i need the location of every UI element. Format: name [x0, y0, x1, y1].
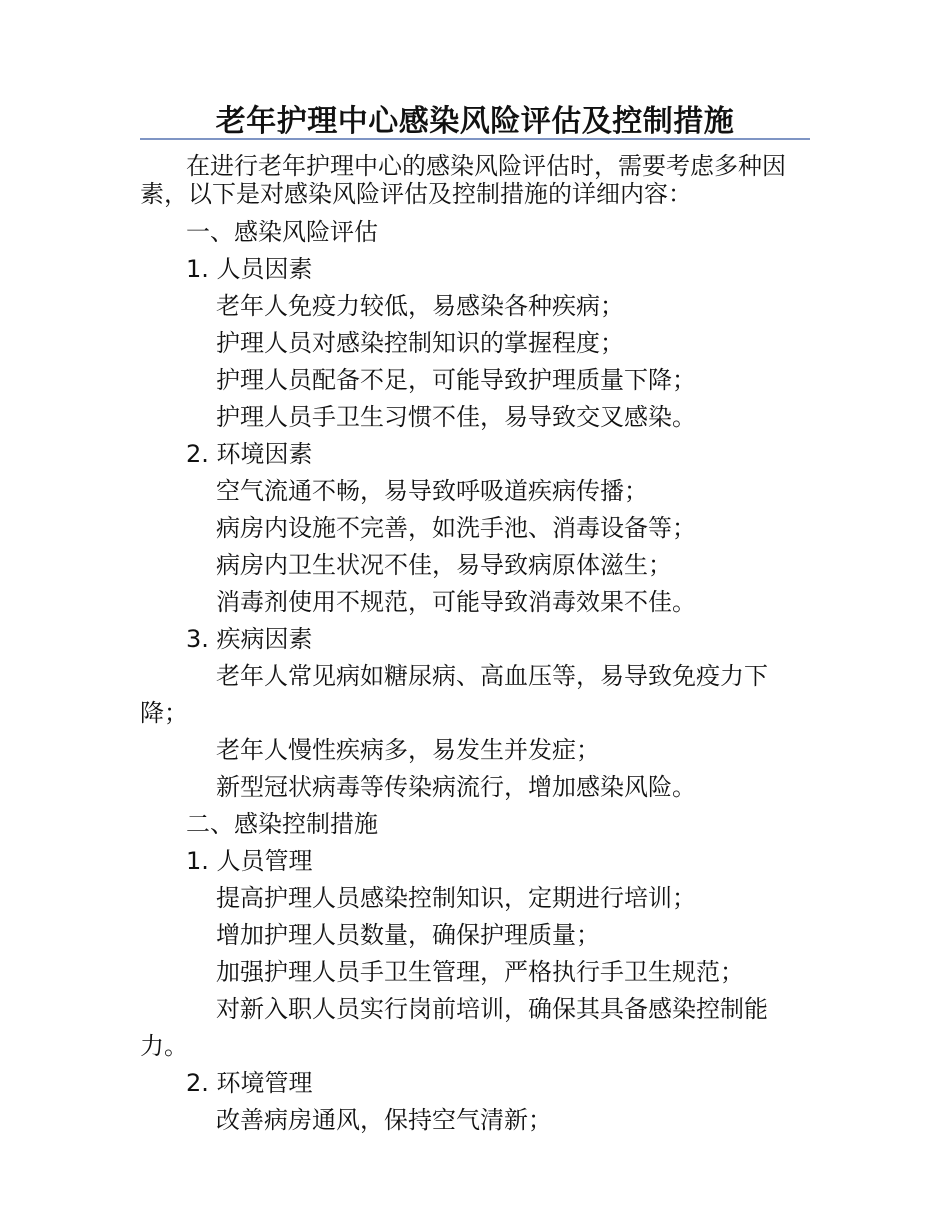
- list-item: 新型冠状病毒等传染病流行，增加感染风险。: [216, 773, 696, 801]
- list-item: 改善病房通风，保持空气清新；: [216, 1106, 552, 1134]
- subheading-disease-factors: 3. 疾病因素: [186, 625, 313, 653]
- subheading-personnel-factors: 1. 人员因素: [186, 255, 313, 283]
- section-heading-control-measures: 二、感染控制措施: [186, 810, 378, 838]
- list-item: 消毒剂使用不规范，可能导致消毒效果不佳。: [216, 588, 696, 616]
- title-underline: [140, 138, 810, 140]
- list-item: 老年人慢性疾病多，易发生并发症；: [216, 736, 600, 764]
- list-item: 对新入职人员实行岗前培训，确保其具备感染控制能力。: [140, 995, 768, 1060]
- list-item: 护理人员手卫生习惯不佳，易导致交叉感染。: [216, 403, 696, 431]
- list-item: 增加护理人员数量，确保护理质量；: [216, 921, 600, 949]
- subheading-environment-factors: 2. 环境因素: [186, 440, 313, 468]
- document-body: [140, 152, 812, 1139]
- list-item: 护理人员对感染控制知识的掌握程度；: [216, 329, 624, 357]
- list-item: 提高护理人员感染控制知识，定期进行培训；: [216, 884, 696, 912]
- list-item: 加强护理人员手卫生管理，严格执行手卫生规范；: [216, 958, 744, 986]
- list-item: 老年人常见病如糖尿病、高血压等，易导致免疫力下降；: [140, 662, 768, 727]
- list-item: 空气流通不畅，易导致呼吸道疾病传播；: [216, 477, 648, 505]
- list-item: 老年人免疫力较低，易感染各种疾病；: [216, 292, 624, 320]
- intro-paragraph: 在进行老年护理中心的感染风险评估时，需要考虑多种因素，以下是对感染风险评估及控制措施的详细内容：: [140, 152, 786, 208]
- document-title: 老年护理中心感染风险评估及控制措施: [215, 104, 735, 139]
- subheading-environment-management: 2. 环境管理: [186, 1069, 313, 1097]
- subheading-personnel-management: 1. 人员管理: [186, 847, 313, 875]
- list-item: 病房内卫生状况不佳，易导致病原体滋生；: [216, 551, 672, 579]
- section-heading-risk-assessment: 一、感染风险评估: [186, 218, 378, 246]
- list-item: 护理人员配备不足，可能导致护理质量下降；: [216, 366, 696, 394]
- list-item: 病房内设施不完善，如洗手池、消毒设备等；: [216, 514, 696, 542]
